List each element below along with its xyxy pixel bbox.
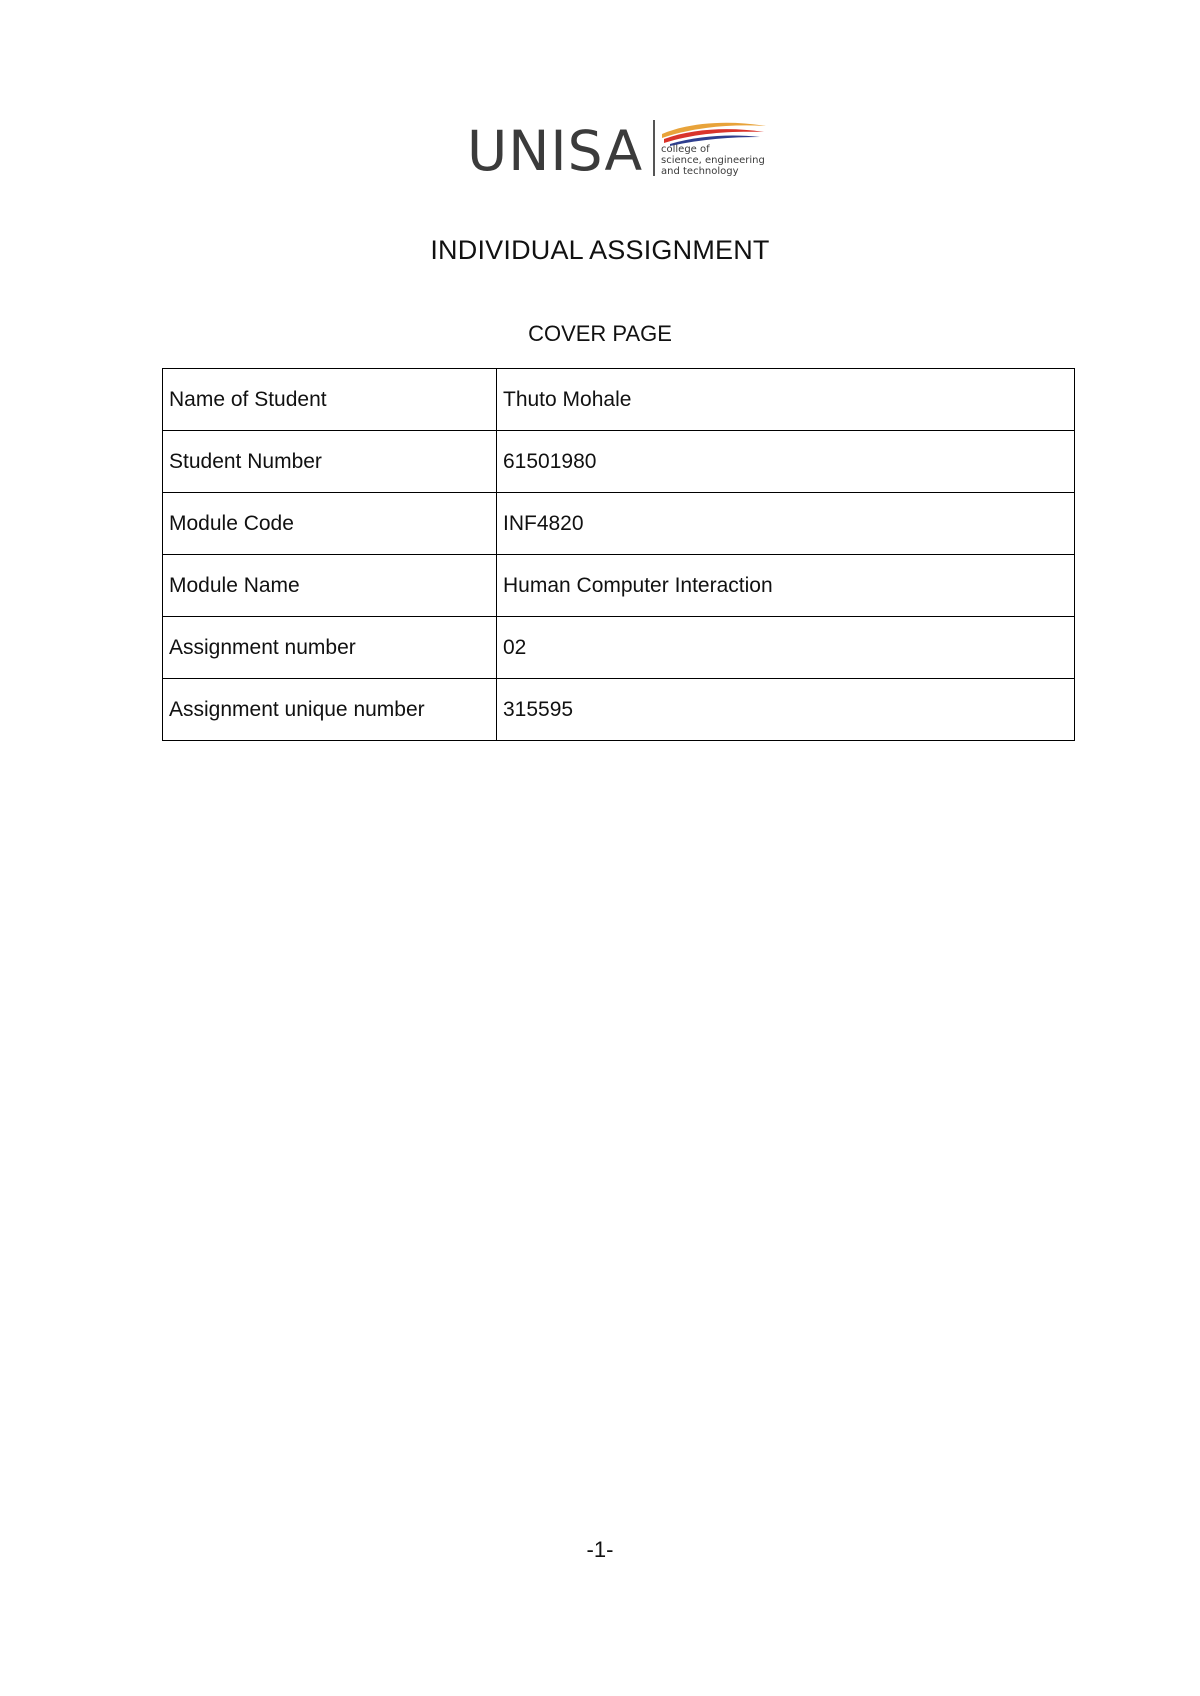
row-label: Assignment number (163, 617, 497, 679)
logo-tagline-line: and technology (661, 166, 739, 177)
row-label: Student Number (163, 431, 497, 493)
logo-tagline-line: science, engineering (661, 155, 765, 166)
logo-divider (653, 120, 655, 176)
row-label: Module Code (163, 493, 497, 555)
logo-tagline-line: college of (661, 144, 710, 155)
table-row (163, 369, 1075, 431)
row-value: INF4820 (497, 493, 1075, 555)
row-label: Assignment unique number (163, 679, 497, 741)
row-value: 02 (497, 617, 1075, 679)
document-title: INDIVIDUAL ASSIGNMENT (430, 235, 770, 265)
logo-swoosh-icon (660, 118, 770, 146)
table-row (163, 493, 1075, 555)
page-number: -1- (586, 1537, 614, 1562)
unisa-logo (467, 118, 767, 183)
logo-tagline (661, 144, 771, 177)
cover-details-table (162, 368, 1075, 741)
table-row (163, 679, 1075, 741)
row-value: 315595 (497, 679, 1075, 741)
table-row (163, 555, 1075, 617)
row-value: 61501980 (497, 431, 1075, 493)
row-label: Name of Student (163, 369, 497, 431)
table-row (163, 431, 1075, 493)
row-value: Human Computer Interaction (497, 555, 1075, 617)
logo-wordmark: UNISA (467, 119, 644, 183)
document-subtitle: COVER PAGE (528, 321, 672, 346)
row-label: Module Name (163, 555, 497, 617)
table-row (163, 617, 1075, 679)
row-value: Thuto Mohale (497, 369, 1075, 431)
